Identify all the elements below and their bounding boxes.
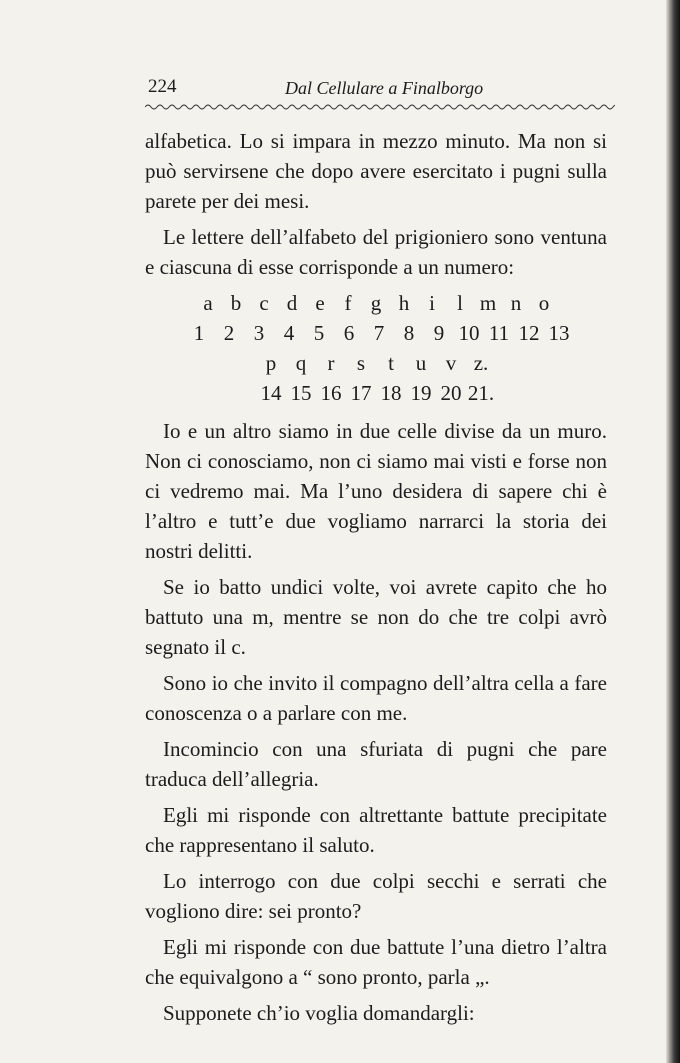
- cipher-numbers-row-2: [145, 378, 607, 408]
- cipher-number: 18: [380, 381, 402, 405]
- cipher-number: 4: [283, 321, 295, 345]
- cipher-number: 21.: [467, 381, 495, 405]
- cipher-letter: a: [203, 291, 213, 315]
- cipher-number: 12: [518, 321, 540, 345]
- cipher-letter: o: [538, 291, 550, 315]
- paragraph: Egli mi risponde con altrettante battute precipitate che rappresentano il saluto.: [145, 803, 607, 857]
- cipher-letter: n: [510, 291, 522, 315]
- cipher-letter: q: [295, 351, 307, 375]
- paragraph: Egli mi risponde con due battute l’una dietro l’altra che equivalgono a “ sono pronto, parla „.: [145, 935, 607, 989]
- paragraph: Se io batto undici volte, voi avrete capito che ho battuto una m, mentre se non do che tre colpi avrò segnato il c.: [145, 575, 607, 659]
- cipher-letter: p: [265, 351, 277, 375]
- cipher-letter: e: [315, 291, 325, 315]
- paragraph: Le lettere dell’alfabeto del prigioniero sono ventuna e ciascuna di esse corrisponde a un numero:: [145, 225, 607, 279]
- cipher-number: 11: [488, 321, 510, 345]
- cipher-letter: f: [344, 291, 352, 315]
- cipher-letter: s: [356, 351, 366, 375]
- cipher-number: 7: [373, 321, 385, 345]
- page-edge-shadow: [666, 0, 680, 1063]
- cipher-letter: u: [415, 351, 427, 375]
- cipher-number: 8: [403, 321, 415, 345]
- cipher-number: 17: [350, 381, 372, 405]
- paragraph: Supponete ch’io voglia domandargli:: [163, 1001, 475, 1025]
- cipher-number: 15: [290, 381, 312, 405]
- cipher-numbers-row-1: [145, 318, 607, 348]
- paragraph: alfabetica. Lo si impara in mezzo minuto. Ma non si può servirsene che dopo avere esercitato i pugni sulla parete per dei mesi.: [145, 129, 607, 213]
- body-text: [145, 126, 607, 1034]
- cipher-number: 3: [253, 321, 265, 345]
- cipher-number: 19: [410, 381, 432, 405]
- cipher-letter: r: [327, 351, 335, 375]
- cipher-number: 20: [440, 381, 462, 405]
- paragraph: Sono io che invito il compagno dell’altra cella a fare conoscenza o a parlare con me.: [145, 671, 607, 725]
- cipher-number: 9: [433, 321, 445, 345]
- page-number: 224: [148, 76, 177, 97]
- prisoner-alphabet-table: [145, 288, 607, 408]
- cipher-letter: l: [457, 291, 463, 315]
- cipher-number: 13: [548, 321, 570, 345]
- cipher-letters-row-1: [145, 288, 607, 318]
- cipher-letter: c: [259, 291, 269, 315]
- cipher-letter: i: [429, 291, 435, 315]
- cipher-number: 5: [313, 321, 325, 345]
- page-header: [145, 72, 615, 112]
- cipher-number: 10: [458, 321, 480, 345]
- cipher-letter: b: [230, 291, 242, 315]
- cipher-letter: h: [398, 291, 410, 315]
- cipher-letter: m: [479, 291, 497, 315]
- cipher-number: 2: [223, 321, 235, 345]
- paragraph: Io e un altro siamo in due celle divise da un muro. Non ci conosciamo, non ci siamo mai visti e forse non ci vedremo mai. Ma l’uno desidera di sapere chi è l’altro e tutt’e due vogliamo narrarci la storia dei nostri delitti.: [145, 419, 607, 563]
- wavy-rule-divider: [145, 102, 615, 112]
- cipher-number: 6: [343, 321, 355, 345]
- paragraph: Lo interrogo con due colpi secchi e serrati che vogliono dire: sei pronto?: [145, 869, 607, 923]
- cipher-letter: z.: [473, 351, 489, 375]
- cipher-letter: d: [286, 291, 298, 315]
- cipher-number: 14: [260, 381, 282, 405]
- paragraph: Incomincio con una sfuriata di pugni che pare traduca dell’allegria.: [145, 737, 607, 791]
- running-title: Dal Cellulare a Finalborgo: [285, 78, 484, 98]
- cipher-letters-row-2: [145, 348, 607, 378]
- cipher-number: 16: [320, 381, 342, 405]
- cipher-number: 1: [193, 321, 205, 345]
- cipher-letter: v: [445, 351, 457, 375]
- cipher-letter: g: [370, 291, 382, 315]
- cipher-letter: t: [388, 351, 394, 375]
